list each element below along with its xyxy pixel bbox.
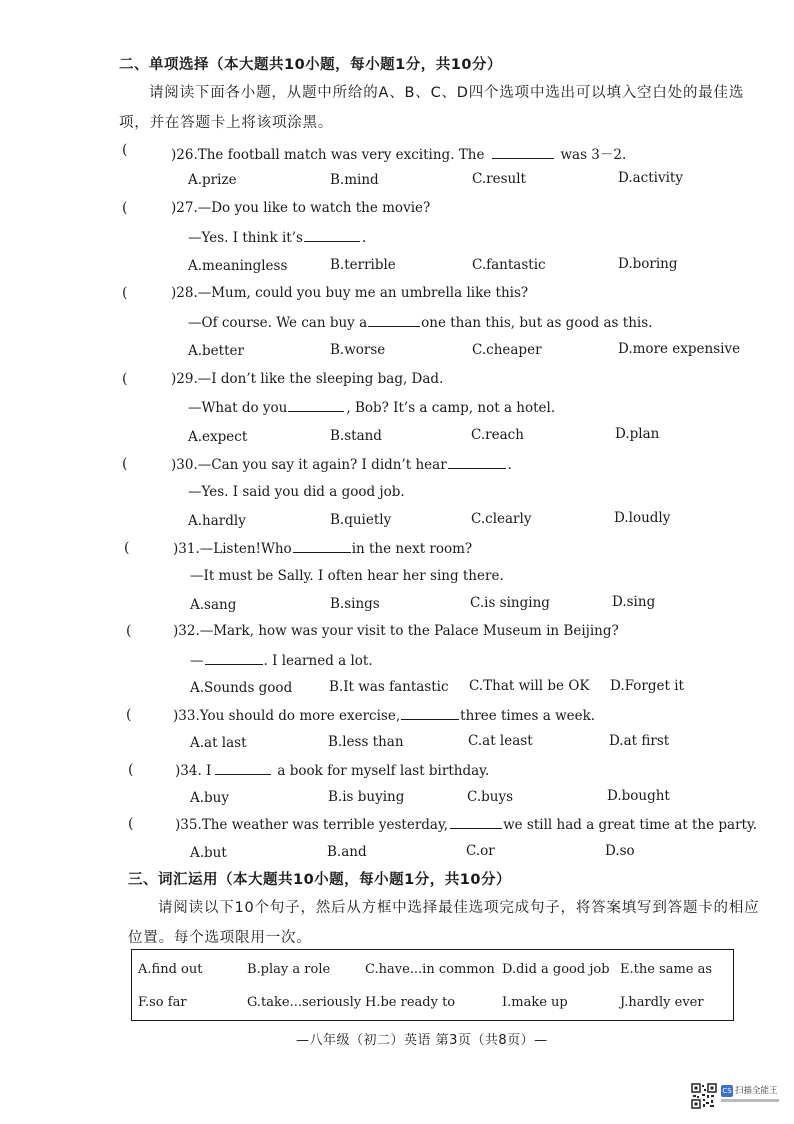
- reply-text-end: .: [361, 230, 367, 246]
- question-stem-end: we still had a great time at the party.: [503, 817, 758, 833]
- option-a: A.better: [188, 343, 244, 359]
- section-2-instruction-line2: 项，并在答题卡上将该项涂黑。: [119, 115, 334, 131]
- question-32: )32.—Mark, how was your visit to the Palace Museum in Beijing?: [173, 623, 619, 639]
- section-3-instruction-line2: 位置。每个选项限用一次。: [128, 930, 312, 946]
- answer-blank: [304, 229, 360, 242]
- option-d: D.activity: [618, 170, 683, 186]
- reply-text: —: [190, 653, 204, 669]
- scanner-watermark: [691, 1081, 783, 1111]
- word-option-g: G.take...seriously: [247, 995, 362, 1010]
- option-b: B.mind: [330, 172, 379, 188]
- question-27-reply: [188, 229, 366, 246]
- word-option-c: C.have...in common: [365, 962, 495, 977]
- word-bank-box: [131, 949, 734, 1021]
- question-34: [175, 762, 489, 779]
- answer-blank: [293, 540, 351, 553]
- word-option-j: J.hardly ever: [620, 995, 704, 1010]
- option-c: C.is singing: [470, 595, 550, 611]
- option-d: D.bought: [607, 788, 670, 804]
- option-d: D.boring: [618, 256, 678, 272]
- question-26: [171, 143, 626, 163]
- option-a: A.sang: [190, 597, 237, 613]
- word-option-e: E.the same as: [620, 962, 713, 977]
- option-a: A.buy: [190, 790, 230, 806]
- word-option-a: A.find out: [138, 962, 203, 977]
- option-c: C.cheaper: [472, 342, 542, 358]
- reply-text-end: one than this, but as good as this.: [421, 315, 653, 331]
- question-28-reply: [188, 314, 652, 331]
- question-33: [173, 707, 595, 724]
- option-d: D.Forget it: [610, 678, 684, 694]
- option-c: C.or: [466, 843, 495, 859]
- option-b: B.and: [327, 844, 367, 860]
- question-30-reply: —Yes. I said you did a good job.: [188, 484, 405, 500]
- question-35: [175, 816, 757, 833]
- answer-paren: (: [122, 456, 128, 472]
- page-footer: —八年级（初二）英语 第3页（共8页）—: [296, 1033, 548, 1048]
- scanner-app-name: 扫描全能王: [735, 1086, 778, 1096]
- question-32-reply: [190, 652, 373, 669]
- option-a: A.but: [190, 845, 227, 861]
- option-a: A.prize: [188, 172, 237, 188]
- section-2-title: 二、单项选择（本大题共10小题，每小题1分，共10分）: [119, 57, 502, 73]
- answer-paren: (: [122, 371, 128, 387]
- option-d: D.so: [605, 843, 635, 859]
- answer-blank: [205, 652, 263, 665]
- question-stem: )35.The weather was terrible yesterday,: [175, 817, 449, 833]
- question-stem-end: a book for myself last birthday.: [277, 763, 490, 779]
- option-c: C.result: [472, 171, 526, 187]
- section-2-instruction-line1: 请阅读下面各小题，从题中所给的A、B、C、D四个选项中选出可以填入空白处的最佳选: [149, 85, 745, 101]
- question-stem-end: .: [507, 457, 512, 473]
- question-stem-end: was 3－2.: [560, 147, 627, 163]
- option-d: D.more expensive: [618, 341, 741, 357]
- word-option-i: I.make up: [502, 995, 568, 1010]
- reply-text: —What do you: [188, 400, 288, 416]
- option-c: C.buys: [467, 789, 514, 805]
- answer-blank: [401, 707, 459, 720]
- answer-paren: (: [124, 540, 130, 556]
- option-a: A.expect: [188, 429, 248, 445]
- question-28: )28.—Mum, could you buy me an umbrella like this?: [171, 285, 529, 301]
- word-option-d: D.did a good job: [502, 962, 610, 977]
- answer-blank: [215, 762, 271, 775]
- reply-text-end: , Bob? It’s a camp, not a hotel.: [346, 400, 556, 416]
- option-b: B.is buying: [328, 789, 405, 805]
- question-27: )27.—Do you like to watch the movie?: [171, 200, 431, 216]
- option-d: D.plan: [615, 426, 660, 442]
- word-option-f: F.so far: [138, 995, 187, 1010]
- option-c: C.That will be OK: [469, 678, 590, 694]
- option-b: B.It was fantastic: [329, 679, 449, 695]
- option-c: C.at least: [468, 733, 533, 749]
- option-b: B.terrible: [330, 257, 396, 273]
- question-stem: )34. I: [175, 763, 212, 779]
- answer-paren: (: [122, 285, 128, 301]
- question-29: )29.—I don’t like the sleeping bag, Dad.: [171, 371, 444, 387]
- option-b: B.less than: [328, 734, 404, 750]
- option-c: C.clearly: [471, 511, 532, 527]
- answer-blank: [492, 146, 554, 159]
- option-c: C.reach: [471, 427, 524, 443]
- answer-paren: (: [122, 200, 128, 216]
- reply-text: —Yes. I think it’s: [188, 230, 303, 246]
- question-stem: )26.The football match was very exciting. The: [171, 147, 485, 163]
- question-stem: )30.—Can you say it again? I didn’t hear: [171, 457, 447, 473]
- answer-paren: (: [126, 623, 132, 639]
- answer-paren: (: [122, 142, 128, 158]
- section-3-title: 三、词汇运用（本大题共10小题，每小题1分，共10分）: [128, 872, 511, 888]
- option-b: B.sings: [330, 596, 380, 612]
- word-option-h: H.be ready to: [365, 995, 456, 1010]
- question-stem: )33.You should do more exercise,: [173, 708, 401, 724]
- option-b: B.quietly: [330, 512, 392, 528]
- question-stem-end: three times a week.: [460, 708, 596, 724]
- option-a: A.at last: [190, 735, 247, 751]
- option-d: D.loudly: [614, 510, 671, 526]
- option-a: A.meaningless: [188, 258, 288, 274]
- question-stem: )31.—Listen!Who: [173, 541, 292, 557]
- scanner-subtext-bar: [721, 1099, 779, 1102]
- question-30: [171, 456, 512, 473]
- question-31: [173, 540, 472, 557]
- option-c: C.fantastic: [472, 257, 546, 273]
- option-b: B.stand: [330, 428, 382, 444]
- question-31-reply: —It must be Sally. I often hear her sing there.: [190, 568, 504, 584]
- answer-paren: (: [128, 816, 134, 832]
- section-3-instruction-line1: 请阅读以下10个句子，然后从方框中选择最佳选项完成句子，将答案填写到答题卡的相应: [158, 900, 760, 916]
- option-d: D.at first: [609, 733, 670, 749]
- answer-paren: (: [126, 707, 132, 723]
- reply-text: —Of course. We can buy a: [188, 315, 368, 331]
- answer-blank: [288, 399, 344, 412]
- answer-paren: (: [128, 762, 134, 778]
- question-29-reply: [188, 399, 555, 416]
- option-a: A.Sounds good: [190, 680, 293, 696]
- answer-blank: [450, 816, 502, 829]
- option-a: A.hardly: [188, 513, 246, 529]
- answer-blank: [368, 314, 420, 327]
- qr-code-icon: [691, 1083, 717, 1109]
- word-option-b: B.play a role: [247, 962, 331, 977]
- camscanner-logo-icon: CS: [722, 1087, 732, 1095]
- option-d: D.sing: [612, 594, 656, 610]
- answer-blank: [448, 456, 506, 469]
- option-b: B.worse: [330, 342, 386, 358]
- reply-text-end: . I learned a lot.: [263, 653, 373, 669]
- question-stem-end: in the next room?: [351, 541, 473, 557]
